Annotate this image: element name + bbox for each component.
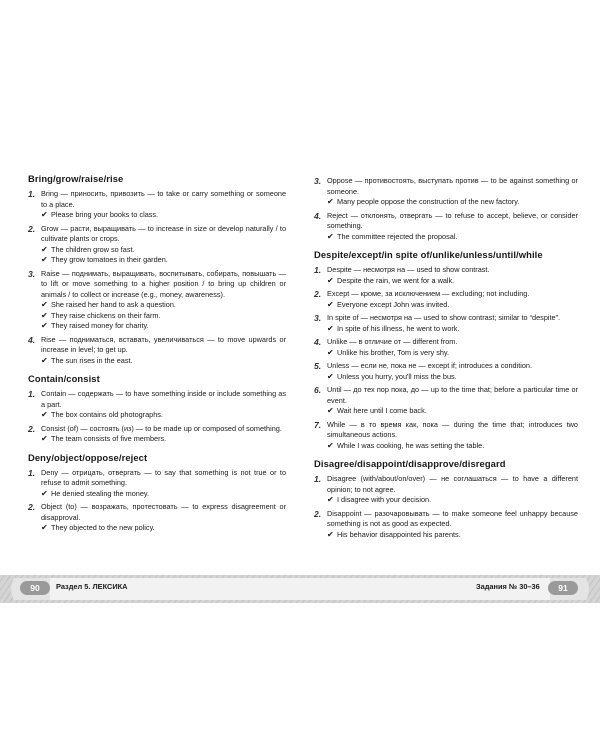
example-line — [327, 324, 578, 335]
checkmark-icon: ✔ — [327, 197, 334, 206]
word-entry — [28, 424, 286, 445]
entry-number: 1. — [28, 467, 36, 478]
checkmark-icon: ✔ — [41, 310, 48, 320]
entry-definition: Disagree (with/about/on/over) — не соглашаться — to have a different opinion; to not agree. — [327, 474, 578, 494]
example-line — [327, 232, 578, 243]
entry-definition: Consist (of) — состоять (из) — to be made up or composed of something. — [41, 423, 282, 433]
entry-number: 2. — [28, 423, 36, 434]
entry-body — [41, 335, 286, 367]
entry-body — [327, 509, 578, 541]
entry-body — [327, 361, 578, 382]
checkmark-icon: ✔ — [41, 255, 48, 264]
page-number-left: 90 — [20, 581, 50, 595]
section-heading: Deny/object/oppose/reject — [28, 451, 148, 463]
entry-definition: While — в то время как, пока — during the time that; introduces two simultaneous actions. — [327, 419, 578, 439]
vocabulary-section — [314, 458, 578, 540]
entry-body — [327, 337, 578, 358]
example-text: I disagree with your decision. — [337, 495, 432, 504]
example-line — [327, 197, 578, 208]
entry-definition: Reject — отклонять, отвергать — to refuse to accept, believe, or consider something. — [327, 210, 578, 230]
example-text: The children grow so fast. — [51, 244, 135, 254]
entry-definition: Oppose — противостоять, выступать против — to be against something or someone. — [327, 176, 578, 196]
entry-number: 4. — [314, 210, 322, 221]
entry-number: 7. — [314, 419, 322, 430]
word-entry — [28, 502, 286, 534]
vocabulary-section — [314, 249, 578, 451]
example-text: Wait here until I come back. — [337, 406, 427, 415]
entry-number: 1. — [314, 265, 322, 275]
example-line — [41, 255, 286, 266]
example-line — [327, 372, 578, 383]
entry-body — [327, 313, 578, 334]
word-entry — [28, 189, 286, 221]
example-line — [41, 489, 286, 500]
example-line — [41, 410, 286, 421]
example-text: While I was cooking, he was setting the table. — [337, 440, 485, 450]
example-text: Unless you hurry, you'll miss the bus. — [337, 371, 457, 381]
entry-body — [327, 289, 578, 310]
example-line — [41, 434, 286, 445]
entry-number: 6. — [314, 385, 322, 395]
example-line — [41, 321, 286, 332]
entry-number: 3. — [314, 176, 322, 186]
checkmark-icon: ✔ — [327, 495, 334, 504]
checkmark-icon: ✔ — [327, 371, 334, 381]
example-text: The committee rejected the proposal. — [337, 231, 458, 241]
example-line — [41, 523, 286, 534]
example-text: They raise chickens on their farm. — [51, 310, 161, 320]
entry-body — [327, 176, 578, 208]
entry-body — [327, 211, 578, 243]
entry-number: 3. — [314, 313, 322, 323]
word-entry — [314, 509, 578, 541]
checkmark-icon: ✔ — [327, 529, 334, 539]
section-heading: Disagree/disappoint/disapprove/disregard — [314, 458, 506, 469]
checkmark-icon: ✔ — [327, 323, 334, 333]
entry-number: 2. — [314, 289, 322, 299]
word-entry — [314, 361, 578, 382]
checkmark-icon: ✔ — [41, 355, 48, 365]
example-text: They raised money for charity. — [51, 321, 149, 330]
entry-definition: Object (to) — возражать, протестовать — to express disagreement or disapproval. — [41, 502, 286, 522]
checkmark-icon: ✔ — [41, 434, 48, 443]
checkmark-icon: ✔ — [41, 523, 48, 532]
checkmark-icon: ✔ — [41, 321, 48, 330]
word-entry — [28, 269, 286, 332]
example-line — [327, 348, 578, 359]
example-line — [41, 300, 286, 311]
word-entry — [314, 420, 578, 452]
word-entry — [314, 313, 578, 334]
section-heading: Bring/grow/raise/rise — [28, 173, 124, 184]
entry-number: 2. — [28, 223, 36, 234]
footer-section-title: Раздел 5. ЛЕКСИКА — [56, 582, 128, 591]
entry-definition: Deny — отрицать, отвергать — to say that something is not true or to refuse to admit something. — [41, 467, 286, 487]
entry-body — [327, 474, 578, 506]
entry-body — [41, 468, 286, 500]
checkmark-icon: ✔ — [327, 231, 334, 241]
entry-body — [41, 269, 286, 332]
example-line — [327, 406, 578, 417]
checkmark-icon: ✔ — [327, 299, 334, 309]
word-entry — [314, 289, 578, 310]
example-text: Everyone except John was invited. — [337, 299, 450, 309]
example-line — [41, 210, 286, 221]
example-text: Unlike his brother, Tom is very shy. — [337, 347, 450, 357]
entry-definition: Unless — если не, пока не — except if; introduces a condition. — [327, 361, 532, 370]
example-text: In spite of his illness, he went to work. — [337, 323, 460, 333]
example-text: Despite the rain, we went for a walk. — [337, 275, 455, 285]
word-entry — [314, 385, 578, 417]
section-heading: Contain/consist — [28, 373, 100, 384]
example-line — [327, 495, 578, 506]
entry-body — [41, 189, 286, 221]
entry-body — [327, 385, 578, 417]
checkmark-icon: ✔ — [41, 410, 48, 419]
right-page-column — [314, 176, 578, 547]
example-text: Please bring your books to class. — [51, 210, 159, 219]
entry-definition: Unlike — в отличие от — different from. — [327, 337, 458, 346]
word-entry — [314, 265, 578, 286]
section-heading: Despite/except/in spite of/unlike/unless/until/while — [314, 249, 543, 260]
example-line — [327, 530, 578, 541]
word-entry — [28, 224, 286, 266]
left-page-column — [28, 173, 286, 541]
example-text: His behavior disappointed his parents. — [337, 529, 461, 539]
word-entry — [314, 176, 578, 208]
entry-body — [41, 389, 286, 421]
entry-number: 2. — [28, 502, 36, 512]
entry-number: 1. — [28, 189, 36, 199]
example-line — [327, 441, 578, 452]
entry-number: 5. — [314, 361, 322, 371]
example-line — [41, 356, 286, 367]
example-text: He denied stealing the money. — [51, 488, 150, 498]
vocabulary-section — [28, 373, 286, 445]
entry-number: 1. — [28, 389, 36, 399]
example-text: They objected to the new policy. — [51, 523, 155, 532]
entry-number: 4. — [28, 334, 36, 345]
entry-number: 3. — [28, 268, 36, 279]
example-text: The team consists of five members. — [51, 434, 167, 443]
example-text: She raised her hand to ask a question. — [51, 300, 176, 309]
entry-body — [327, 420, 578, 452]
footer-tasks-label: Задания № 30–36 — [476, 582, 540, 591]
example-text: Many people oppose the construction of the new factory. — [337, 197, 520, 206]
vocabulary-section — [28, 452, 286, 534]
word-entry — [28, 389, 286, 421]
entry-body — [41, 502, 286, 534]
example-line — [327, 276, 578, 287]
entry-definition: Despite — несмотря на — used to show contrast. — [327, 265, 490, 274]
entry-definition: Disappoint — разочаровывать — to make someone feel unhappy because something is not as good as expected. — [327, 508, 578, 528]
vocabulary-section — [28, 173, 286, 366]
entry-number: 4. — [314, 337, 322, 347]
word-entry — [28, 335, 286, 367]
checkmark-icon: ✔ — [41, 244, 48, 254]
entry-definition: Grow — расти, выращивать — to increase in size or develop naturally / to cultivate plants or crops. — [41, 223, 286, 243]
page-number-right: 91 — [548, 581, 578, 595]
word-entry — [314, 474, 578, 506]
entry-definition: Bring — приносить, привозить — to take or carry something or someone to a place. — [41, 189, 286, 209]
checkmark-icon: ✔ — [327, 275, 334, 285]
entry-definition: Contain — содержать — to have something inside or include something as a part. — [41, 389, 286, 409]
entry-body — [327, 265, 578, 286]
entry-definition: Rise — подниматься, вставать, увеличиваться — to move upwards or increase in level; to get up. — [41, 334, 286, 354]
example-line — [327, 300, 578, 311]
checkmark-icon: ✔ — [327, 347, 334, 357]
entry-number: 1. — [314, 474, 322, 484]
example-text: The box contains old photographs. — [51, 410, 163, 419]
vocabulary-section — [314, 176, 578, 242]
example-text: They grow tomatoes in their garden. — [51, 255, 168, 264]
word-entry — [314, 211, 578, 243]
example-line — [41, 245, 286, 256]
checkmark-icon: ✔ — [327, 440, 334, 450]
example-text: The sun rises in the east. — [51, 355, 133, 365]
checkmark-icon: ✔ — [41, 488, 48, 498]
entry-definition: Until — до тех пор пока, до — up to the time that; before a particular time or event. — [327, 385, 578, 405]
checkmark-icon: ✔ — [41, 210, 48, 219]
word-entry — [28, 468, 286, 500]
entry-body — [41, 224, 286, 266]
checkmark-icon: ✔ — [327, 406, 334, 415]
entry-definition: In spite of — несмотря на — used to show contrast; similar to “despite”. — [327, 313, 561, 322]
entry-definition: Except — кроме, за исключением — excluding; not including. — [327, 289, 530, 298]
entry-number: 2. — [314, 508, 322, 519]
entry-definition: Raise — поднимать, выращивать, воспитывать, собирать, повышать — to lift or move something to a higher position / to bring up children or animals / to collect or increase (e.g., money, awareness). — [41, 268, 286, 299]
entry-body — [41, 424, 286, 445]
word-entry — [314, 337, 578, 358]
checkmark-icon: ✔ — [41, 300, 48, 309]
example-line — [41, 311, 286, 322]
